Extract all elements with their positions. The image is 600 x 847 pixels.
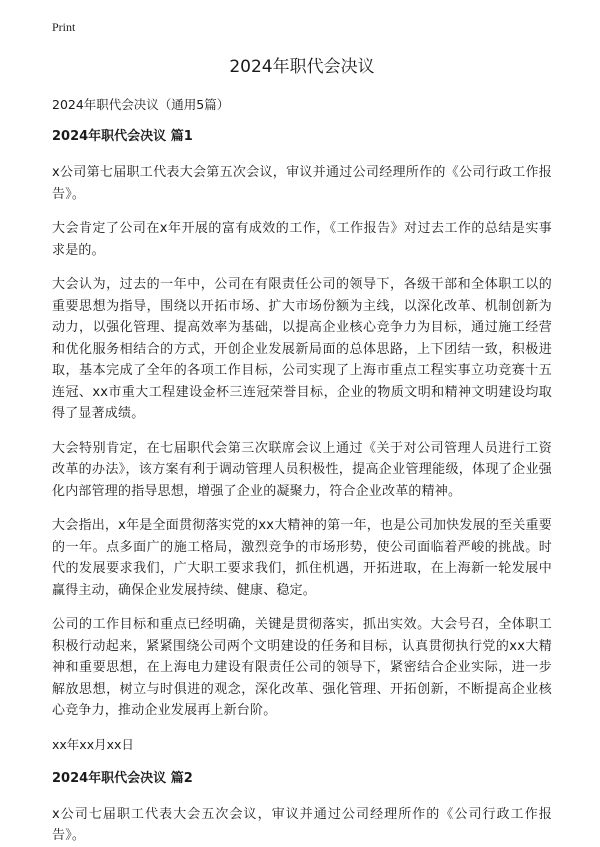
resolution-date: xx年xx月xx日	[52, 736, 134, 752]
section-heading-2: 2024年职代会决议 篇2	[52, 770, 193, 786]
document-body	[52, 48, 552, 847]
section-heading-1: 2024年职代会决议 篇1	[52, 129, 193, 144]
page-title: 2024年职代会决议	[229, 57, 375, 77]
paragraph: 大会指出，x年是全面贯彻落实党的xx大精神的第一年，也是公司加快发展的至关重要的一年。点多面广的施工格局，激烈竞争的市场形势，使公司面临着严峻的挑战。时代的发展要求我们，广大职工要求我们，抓住机遇，开拓进取，在上海新一轮发展中赢得主动，确保企业发展持续、健康、稳定。	[52, 518, 552, 598]
paragraph: 大会肯定了公司在x年开展的富有成效的工作，《工作报告》对过去工作的总结是实事求是的。	[52, 221, 552, 258]
paragraph: x公司第七届职工代表大会第五次会议，审议并通过公司经理所作的《公司行政工作报告》。	[52, 165, 552, 202]
paragraph: 大会认为，过去的一年中，公司在有限责任公司的领导下，各级干部和全体职工以的重要思想为指导，围绕以开拓市场、扩大市场份额为主线，以深化改革、机制创新为动力，以强化管理、提高效率为基础，以提高企业核心竞争力为目标，通过施工经营和优化服务相结合的方式，开创企业发展新局面的总体思路，上下团结一致，积极进取，基本完成了全年的各项工作目标，公司实现了上海市重点工程实事立功竞赛十五连冠、xx市重大工程建设金杯三连冠荣誉目标，企业的物质文明和精神文明建设均取得了显著成绩。	[52, 277, 552, 421]
print-link[interactable]: Print	[52, 20, 76, 34]
paragraph: x公司七届职工代表大会五次会议，审议并通过公司经理所作的《公司行政工作报告》。	[52, 806, 552, 843]
paragraph: 大会特别肯定，在七届职代会第三次联席会议上通过《关于对公司管理人员进行工资改革的办法》，该方案有利于调动管理人员积极性，提高企业管理能级，体现了企业强化内部管理的指导思想，增强了企业的凝聚力，符合企业改革的精神。	[52, 440, 552, 499]
document-subtitle: 2024年职代会决议（通用5篇）	[52, 97, 230, 112]
paragraph: 公司的工作目标和重点已经明确，关键是贯彻落实，抓出实效。大会号召，全体职工积极行动起来，紧紧围绕公司两个文明建设的任务和目标，认真贯彻执行党的xx大精神和重要思想，在上海电力建设有限责任公司的领导下，紧密结合企业实际，进一步解放思想，树立与时俱进的观念，深化改革、强化管理、开拓创新，不断提高企业核心竞争力，推动企业发展再上新台阶。	[52, 617, 552, 718]
